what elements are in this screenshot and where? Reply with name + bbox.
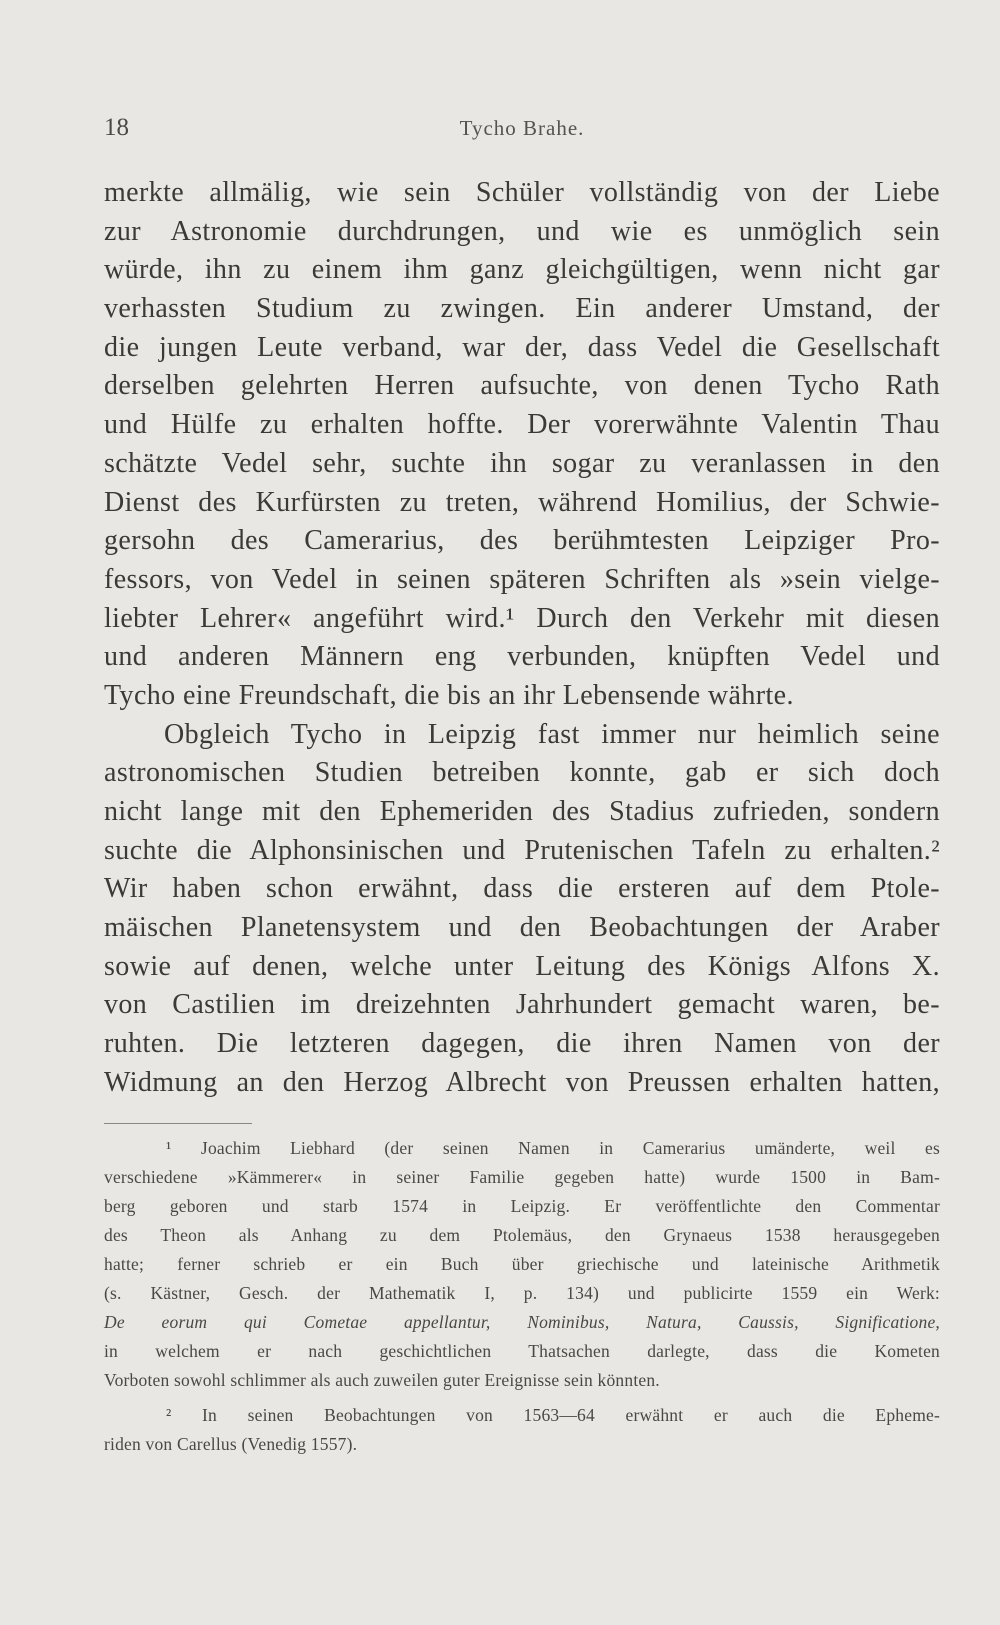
footnotes	[104, 1134, 940, 1459]
page-number: 18	[104, 114, 129, 141]
footnote-line: riden von Carellus (Venedig 1557).	[104, 1434, 358, 1454]
text-line: schätzte Vedel sehr, suchte ihn sogar zu veranlassen in den	[104, 447, 940, 479]
text-line: mäischen Planetensystem und den Beobachtungen der Araber	[104, 912, 940, 944]
footnote-line: berg geboren und starb 1574 in Leipzig. Er veröffentlichte den Commentar	[104, 1196, 940, 1216]
footnote-line: hatte; ferner schrieb er ein Buch über griechische und lateinische Arithmetik	[104, 1254, 940, 1274]
text-line: die jungen Leute verband, war der, dass Vedel die Gesellschaft	[104, 331, 940, 363]
footnote-line: in welchem er nach geschichtlichen Thatsachen darlegte, dass die Kometen	[104, 1341, 940, 1361]
text-line: verhassten Studium zu zwingen. Ein anderer Umstand, der	[104, 293, 940, 325]
footnote-1	[104, 1134, 940, 1395]
text-line: ruhten. Die letzteren dagegen, die ihren Namen von der	[104, 1028, 940, 1060]
text-line: würde, ihn zu einem ihm ganz gleichgültigen, wenn nicht gar	[104, 254, 940, 286]
text-line: suchte die Alphonsinischen und Prutenischen Tafeln zu erhalten.²	[104, 834, 940, 866]
footnote-line: Vorboten sowohl schlimmer als auch zuweilen guter Ereignisse sein könnten.	[104, 1370, 660, 1390]
text-line: zur Astronomie durchdrungen, und wie es unmöglich sein	[104, 215, 940, 247]
paragraph-2	[104, 716, 940, 1103]
text-line: gersohn des Camerarius, des berühmtesten Leipziger Pro-	[104, 525, 940, 557]
paragraph-1	[104, 174, 940, 716]
text-line: Wir haben schon erwähnt, dass die ersteren auf dem Ptole-	[104, 873, 940, 905]
text-line: derselben gelehrten Herren aufsuchte, von denen Tycho Rath	[104, 370, 940, 402]
text-line: Tycho eine Freundschaft, die bis an ihr Lebensende währte.	[104, 679, 794, 711]
text-line: liebter Lehrer« angeführt wird.¹ Durch den Verkehr mit diesen	[104, 602, 940, 634]
text-line: sowie auf denen, welche unter Leitung des Königs Alfons X.	[104, 950, 940, 982]
main-text	[104, 174, 940, 1103]
footnote-line: ¹ Joachim Liebhard (der seinen Namen in Camerarius umänderte, weil es	[166, 1138, 940, 1158]
text-line: und Hülfe zu erhalten hoffte. Der vorerwähnte Valentin Thau	[104, 409, 940, 441]
text-line: fessors, von Vedel in seinen späteren Schriften als »sein vielge-	[104, 563, 940, 595]
text-line: Widmung an den Herzog Albrecht von Preussen erhalten hatten,	[104, 1066, 940, 1098]
text-line: astronomischen Studien betreiben konnte, gab er sich doch	[104, 757, 940, 789]
text-line: von Castilien im dreizehnten Jahrhundert gemacht waren, be-	[104, 989, 940, 1021]
page-header	[104, 112, 940, 144]
text-line: Dienst des Kurfürsten zu treten, während Homilius, der Schwie-	[104, 486, 940, 518]
footnote-line: verschiedene »Kämmerer« in seiner Familie gegeben hatte) wurde 1500 in Bam-	[104, 1167, 940, 1187]
running-title: Tycho Brahe.	[459, 116, 585, 140]
footnote-line: des Theon als Anhang zu dem Ptolemäus, den Grynaeus 1538 herausgegeben	[104, 1225, 940, 1245]
footnote-2	[104, 1401, 940, 1459]
text-line: nicht lange mit den Ephemeriden des Stadius zufrieden, sondern	[104, 796, 940, 827]
text-line: und anderen Männern eng verbunden, knüpften Vedel und	[104, 641, 940, 673]
footnote-line: ² In seinen Beobachtungen von 1563—64 erwähnt er auch die Epheme-	[166, 1405, 940, 1425]
text-line: Obgleich Tycho in Leipzig fast immer nur heimlich seine	[164, 718, 940, 750]
footnote-line: (s. Kästner, Gesch. der Mathematik I, p. 134) und publicirte 1559 ein Werk:	[104, 1283, 940, 1303]
text-line: merkte allmälig, wie sein Schüler vollständig von der Liebe	[104, 177, 940, 208]
footnote-line: De eorum qui Cometae appellantur, Nominibus, Natura, Caussis, Significatione,	[104, 1312, 940, 1332]
footnote-separator	[104, 1123, 252, 1124]
